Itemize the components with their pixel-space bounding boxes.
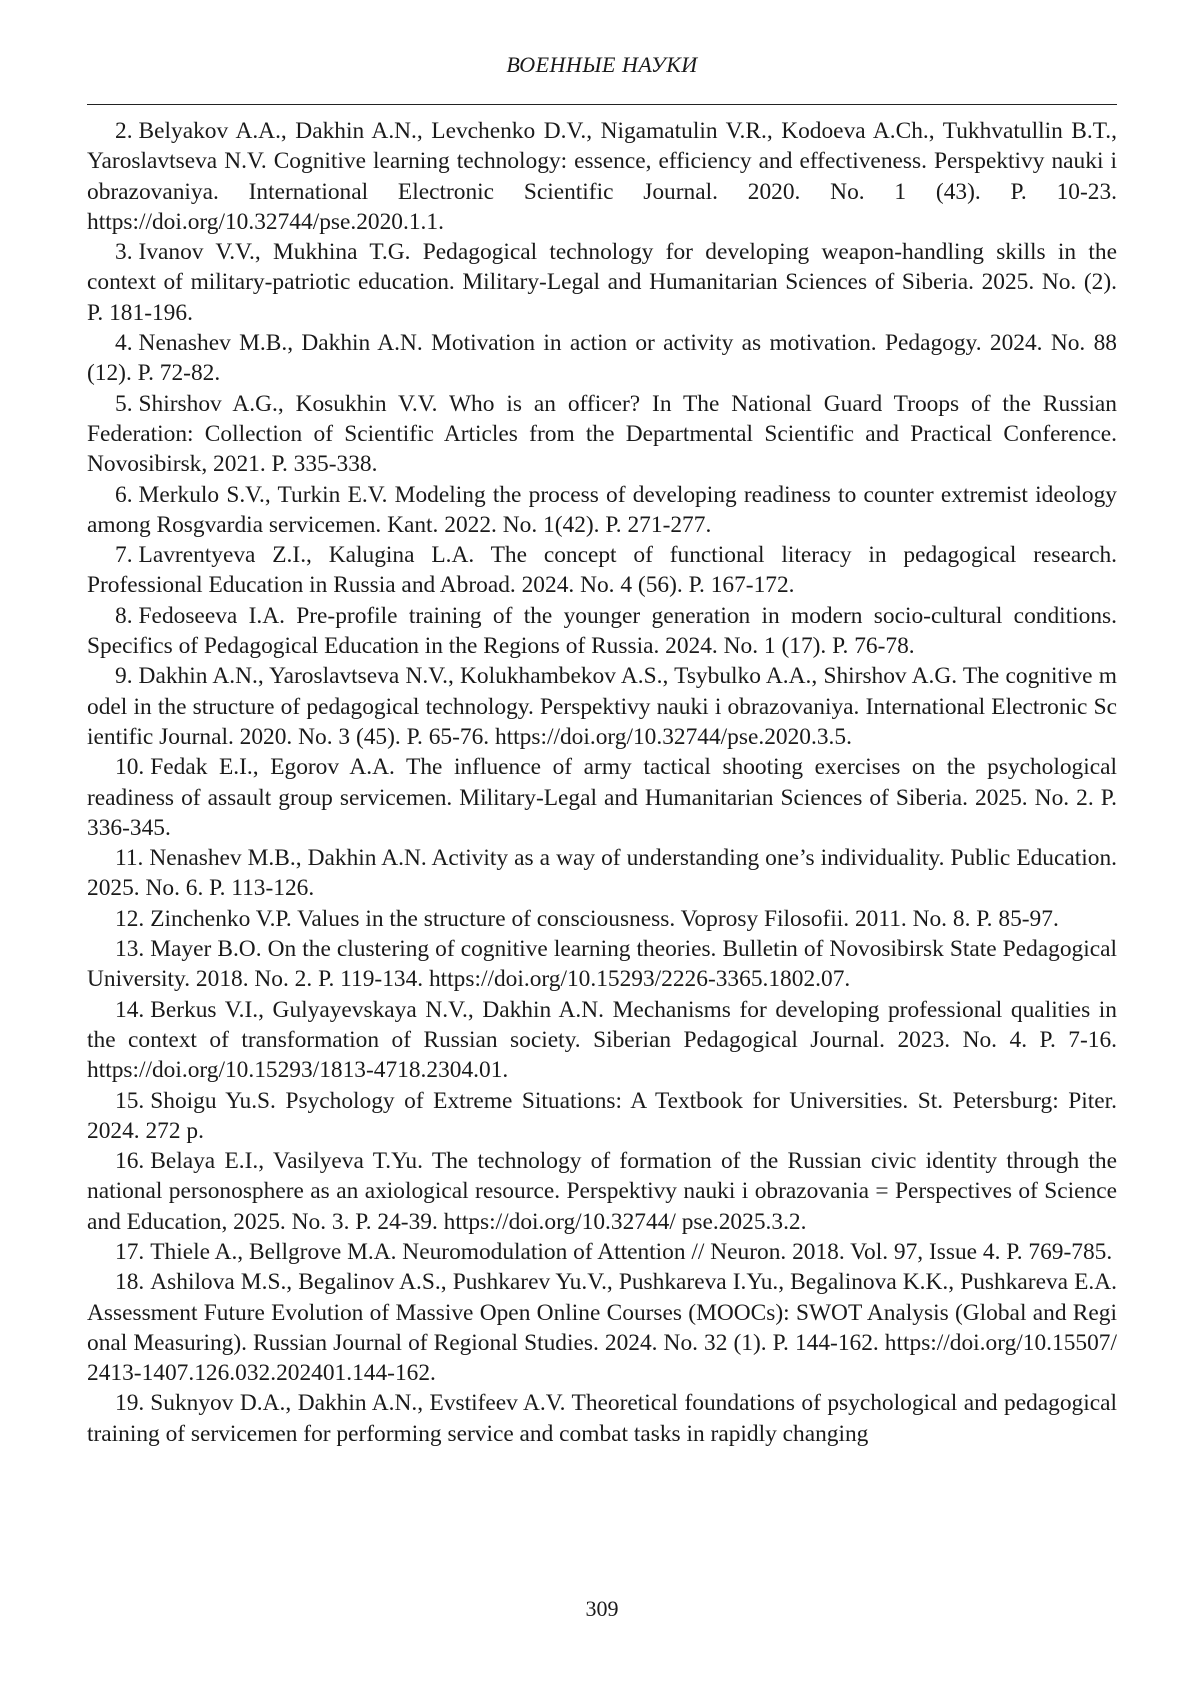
reference-number: 14. <box>115 996 145 1023</box>
reference-number: 4. <box>115 330 133 357</box>
reference-text: Berkus V.I., Gulyayevskaya N.V., Dakhin A.N. Mechanisms for developing professional qualities in the context of transformation of Russian society. Siberian Pedagogical Journal. 2023. No. 4. P. 7-16. https://doi.org/10.15293/1813-4718.2304.01. <box>87 996 1117 1084</box>
reference-item <box>87 540 1117 601</box>
reference-text: Belyakov A.A., Dakhin A.N., Levchenko D.V., Nigamatulin V.R., Kodoeva A.Ch., Tukhvatullin B.T., Yaroslavtseva N.V. Cognitive learning technology: essence, efficiency and effectiveness. Perspektivy nauki i obrazovaniya. International Electronic Scientific Journal. 2020. No. 1 (43). P. 10-23. https://doi.org/10.32744/pse.2020.1.1. <box>87 118 1117 235</box>
reference-item <box>87 116 1117 237</box>
reference-number: 15. <box>115 1087 145 1114</box>
reference-text: Nenashev M.B., Dakhin A.N. Motivation in action or activity as motivation. Pedagogy. 2024. No. 88 (12). P. 72-82. <box>87 330 1117 387</box>
reference-number: 3. <box>115 239 133 266</box>
reference-number: 19. <box>115 1390 145 1417</box>
reference-item <box>87 389 1117 480</box>
reference-number: 12. <box>115 905 145 932</box>
reference-number: 8. <box>115 602 133 629</box>
reference-number: 16. <box>115 1148 145 1175</box>
reference-list <box>87 116 1117 1449</box>
reference-text: Fedoseeva I.A. Pre-profile training of the younger generation in modern socio-cultural conditions. Specifics of Pedagogical Education in the Regions of Russia. 2024. No. 1 (17). P. 76-78. <box>87 602 1117 660</box>
reference-text: Merkulo S.V., Turkin E.V. Modeling the process of developing readiness to counter extremist ideology among Rosgvardia servicemen. Kant. 2022. No. 1(42). P. 271-277. <box>87 481 1117 538</box>
reference-item <box>87 934 1117 995</box>
reference-number: 6. <box>115 481 133 508</box>
reference-number: 5. <box>115 390 133 417</box>
reference-number: 10. <box>115 754 145 781</box>
reference-item <box>87 1146 1117 1237</box>
reference-item <box>87 904 1117 934</box>
reference-item <box>87 843 1117 904</box>
reference-text: Belaya E.I., Vasilyeva T.Yu. The technology of formation of the Russian civic identity through the national personosphere as an axiological resource. Perspektivy nauki i obrazovania = Perspectives of Science and Education, 2025. No. 3. P. 24-39. https://doi.org/10.32744/ pse.2025.3.2. <box>87 1148 1117 1235</box>
reference-number: 7. <box>115 542 133 569</box>
reference-item <box>87 237 1117 328</box>
reference-text: Zinchenko V.P. Values in the structure of consciousness. Voprosy Filosofii. 2011. No. 8. P. 85-97. <box>150 905 1059 932</box>
reference-item <box>87 480 1117 541</box>
reference-text: Ashilova M.S., Begalinov A.S., Pushkarev Yu.V., Pushkareva I.Yu., Begalinova K.K., Pushkareva E.A. Assessment Future Evolution of Massive Open Online Courses (MOOCs): SWOT Analysis (Global and Regional Measuring). Russian Journal of Regional Studies. 2024. No. 32 (1). P. 144-162. https://doi.org/10.15507/2413-1407.126.032.202401.144-162. <box>87 1269 1117 1387</box>
reference-item <box>87 752 1117 843</box>
header-rule <box>87 104 1117 105</box>
reference-item <box>87 661 1117 752</box>
reference-text: Shoigu Yu.S. Psychology of Extreme Situations: A Textbook for Universities. St. Petersburg: Piter. 2024. 272 p. <box>87 1087 1117 1144</box>
reference-text: Mayer B.O. On the clustering of cognitive learning theories. Bulletin of Novosibirsk State Pedagogical University. 2018. No. 2. P. 119-134. https://doi.org/10.15293/2226-3365.1802.07. <box>87 936 1117 993</box>
reference-text: Nenashev M.B., Dakhin A.N. Activity as a way of understanding one’s individuality. Public Education. 2025. No. 6. P. 113-126. <box>87 845 1117 902</box>
running-header: ВОЕННЫЕ НАУКИ <box>506 52 698 77</box>
reference-text: Suknyov D.A., Dakhin A.N., Evstifeev A.V. Theoretical foundations of psychological and pedagogical training of servicemen for performing service and combat tasks in rapidly changing <box>87 1390 1117 1447</box>
reference-text: Thiele A., Bellgrove M.A. Neuromodulation of Attention // Neuron. 2018. Vol. 97, Issue 4. P. 769-785. <box>150 1238 1113 1265</box>
reference-number: 13. <box>115 936 145 963</box>
reference-text: Fedak E.I., Egorov A.A. The influence of army tactical shooting exercises on the psychological readiness of assault group servicemen. Military-Legal and Humanitarian Sciences of Siberia. 2025. No. 2. P. 336-345. <box>87 754 1117 841</box>
reference-number: 11. <box>115 845 144 872</box>
reference-item <box>87 1237 1117 1267</box>
reference-number: 18. <box>115 1269 145 1296</box>
reference-text: Ivanov V.V., Mukhina T.G. Pedagogical technology for developing weapon-handling skills in the context of military-patriotic education. Military-Legal and Humanitarian Sciences of Siberia. 2025. No. (2). P. 181-196. <box>87 239 1117 326</box>
reference-number: 9. <box>115 663 133 690</box>
reference-text: Dakhin A.N., Yaroslavtseva N.V., Kolukhambekov A.S., Tsybulko A.A., Shirshov A.G. The cognitive model in the structure of pedagogical technology. Perspektivy nauki i obrazovaniya. International Electronic Scientific Journal. 2020. No. 3 (45). P. 65-76. https://doi.org/10.32744/pse.2020.3.5. <box>87 663 1117 750</box>
reference-item <box>87 328 1117 389</box>
reference-item <box>87 601 1117 662</box>
reference-item <box>87 1086 1117 1147</box>
reference-item <box>87 1267 1117 1388</box>
reference-number: 2. <box>115 118 133 144</box>
reference-text: Shirshov A.G., Kosukhin V.V. Who is an officer? In The National Guard Troops of the Russian Federation: Collection of Scientific Articles from the Departmental Scientific and Practical Conference. Novosibirsk, 2021. P. 335-338. <box>87 390 1117 478</box>
reference-text: Lavrentyeva Z.I., Kalugina L.A. The concept of functional literacy in pedagogical research. Professional Education in Russia and Abroad. 2024. No. 4 (56). P. 167-172. <box>87 542 1117 599</box>
reference-number: 17. <box>115 1238 145 1265</box>
reference-item <box>87 1388 1117 1449</box>
reference-item <box>87 995 1117 1086</box>
page-number: 309 <box>585 1596 619 1621</box>
